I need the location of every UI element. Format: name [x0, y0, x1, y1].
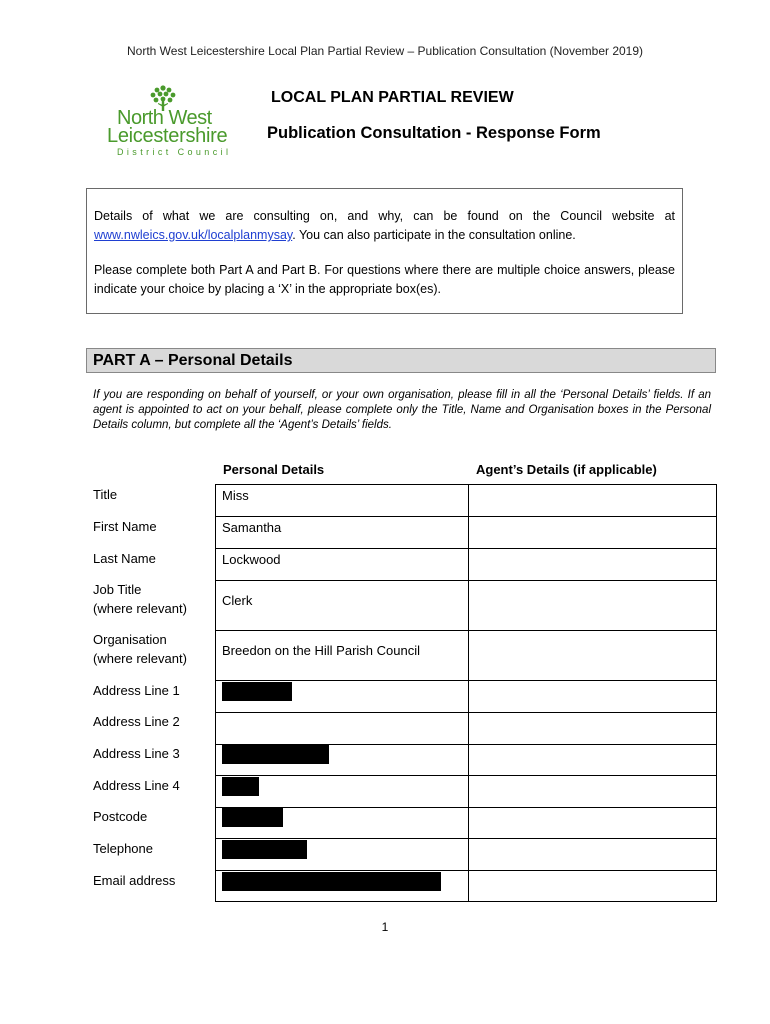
intro-box: [86, 188, 683, 314]
council-logo: [105, 84, 245, 156]
agent-address-line-1-field[interactable]: [468, 680, 717, 713]
personal-address-line-4-field[interactable]: [215, 775, 469, 808]
intro-text: Details of what we are consulting on, and why, can be found on the Council website at: [94, 209, 675, 223]
organisation-label-line2: (where relevant): [93, 651, 187, 666]
agent-email-field[interactable]: [468, 870, 717, 902]
job-title-label-line2: (where relevant): [93, 601, 187, 616]
first-name-label: First Name: [93, 519, 157, 534]
address-line-4-label: Address Line 4: [93, 778, 180, 793]
personal-email-field[interactable]: [215, 870, 469, 902]
form-subtitle: Publication Consultation - Response Form: [267, 124, 601, 142]
intro-paragraph-1: [94, 207, 675, 245]
council-website-link[interactable]: www.nwleics.gov.uk/localplanmysay: [94, 228, 293, 242]
agent-details-header: Agent’s Details (if applicable): [476, 462, 657, 477]
part-a-instructions: If you are responding on behalf of yourself, or your own organisation, please fill in all the ‘Personal Details’ fields. If an agent is appointed to act on your behalf, please complete only the Title, Name and Organisation boxes in the Personal Details column, but complete all the ‘Agent’s Details’ fields.: [93, 389, 711, 431]
personal-address-line-2-field[interactable]: [215, 712, 469, 745]
agent-postcode-field[interactable]: [468, 807, 717, 839]
intro-text-after: . You can also participate in the consultation online.: [292, 228, 576, 242]
redaction-bar: [222, 682, 292, 701]
personal-first-name-field[interactable]: Samantha: [215, 516, 469, 549]
personal-details-header: Personal Details: [223, 462, 325, 477]
redaction-bar: [222, 745, 329, 764]
agent-address-line-3-field[interactable]: [468, 744, 717, 776]
address-line-2-label: Address Line 2: [93, 714, 180, 729]
personal-last-name-field[interactable]: Lockwood: [215, 548, 469, 581]
agent-last-name-field[interactable]: [468, 548, 717, 581]
logo-line-2: Leicestershire: [107, 125, 228, 147]
personal-postcode-field[interactable]: [215, 807, 469, 839]
agent-job-title-field[interactable]: [468, 580, 717, 631]
running-header: North West Leicestershire Local Plan Partial Review – Publication Consultation (November 2019): [126, 44, 644, 58]
logo-line-1: North West: [117, 107, 212, 129]
postcode-label: Postcode: [93, 809, 148, 824]
logo-line-3: District Council: [117, 147, 232, 157]
redaction-bar: [222, 872, 441, 891]
title-label: Title: [93, 487, 118, 502]
organisation-label: [93, 630, 187, 668]
redaction-bar: [222, 777, 259, 796]
email-label: Email address: [93, 873, 176, 888]
telephone-label: Telephone: [93, 841, 153, 856]
agent-address-line-2-field[interactable]: [468, 712, 717, 745]
redaction-bar: [222, 840, 307, 859]
agent-address-line-4-field[interactable]: [468, 775, 717, 808]
agent-telephone-field[interactable]: [468, 838, 717, 871]
organisation-label-line1: Organisation: [93, 632, 167, 647]
personal-organisation-field[interactable]: Breedon on the Hill Parish Council: [215, 630, 469, 681]
page-number: 1: [381, 920, 389, 934]
agent-first-name-field[interactable]: [468, 516, 717, 549]
personal-title-field[interactable]: Miss: [215, 484, 469, 517]
address-line-3-label: Address Line 3: [93, 746, 180, 761]
personal-address-line-3-field[interactable]: [215, 744, 469, 776]
personal-telephone-field[interactable]: [215, 838, 469, 871]
job-title-label: [93, 580, 187, 618]
intro-paragraph-2: Please complete both Part A and Part B. For questions where there are multiple choice answers, please indicate your choice by placing a ‘X’ in the appropriate box(es).: [94, 263, 675, 296]
agent-organisation-field[interactable]: [468, 630, 717, 681]
form-title: LOCAL PLAN PARTIAL REVIEW: [271, 89, 514, 106]
personal-job-title-field[interactable]: Clerk: [215, 580, 469, 631]
address-line-1-label: Address Line 1: [93, 683, 180, 698]
part-a-heading: PART A – Personal Details: [86, 348, 716, 373]
redaction-bar: [222, 808, 283, 827]
agent-title-field[interactable]: [468, 484, 717, 517]
job-title-label-line1: Job Title: [93, 582, 142, 597]
personal-address-line-1-field[interactable]: [215, 680, 469, 713]
last-name-label: Last Name: [93, 551, 156, 566]
